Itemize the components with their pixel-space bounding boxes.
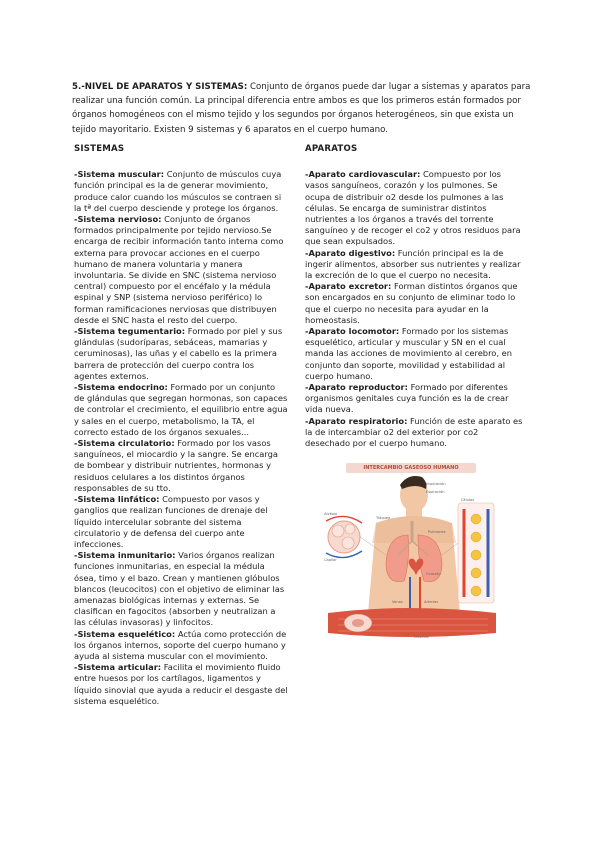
cells-panel	[458, 503, 494, 603]
alveolus-cluster	[326, 516, 362, 557]
figure-label: Capilar	[324, 558, 337, 562]
muscle-band	[328, 608, 496, 637]
sistema-text: Varios órganos realizan funciones inmunitarias, en especial la médula ósea, timo y el bazo. Crean y mantienen glóbulos blancos (leucocitos) con el objetivo de eliminar las amenazas biológicas internas y externas. Se clasifican en fagocitos (absorben y neutralizan a las células invasoras) y linfocitos.	[74, 550, 285, 628]
figure-label: Músculo	[414, 635, 429, 639]
aparato-title: -Aparato reproductor:	[305, 382, 408, 393]
gas-exchange-drawing	[318, 463, 500, 639]
sistema-text: Conjunto de órganos formados principalmente por tejido nervioso.Se encarga de recibir información tanto interna como externa para provocar acciones en el cuerpo humano de manera voluntaria y manera involuntaria. Se divide en SNC (sistema nervioso central) compuesto por el encéfalo y la médula espinal y SNP (sistema nervioso periférico) lo forman ramificaciones nerviosas que distribuyen desde el SNC hasta el resto del cuerpo.	[74, 214, 284, 325]
sistema-text: Formado por un conjunto de glándulas que segregan hormonas, son capaces de controlar el crecimiento, el equilibrio entre agua y sales en el cuerpo, metabolismo, la TA, el correcto estado de los órganos sexuales...	[74, 382, 288, 437]
sistema-title: -Sistema articular:	[74, 662, 162, 673]
figure-title: INTERCAMBIO GASEOSO HUMANO	[346, 463, 476, 473]
figure-label: Alvéolo	[324, 512, 338, 516]
aparato-title: -Aparato digestivo:	[305, 247, 396, 258]
sistema-title: -Sistema inmunitario:	[74, 550, 176, 561]
aparatos-column	[305, 144, 525, 449]
sistema-entry	[74, 382, 288, 438]
sistema-title: -Sistema muscular:	[74, 169, 165, 180]
sistema-title: -Sistema esquelético:	[74, 628, 176, 639]
figure-label: Arterias	[424, 600, 439, 604]
sistema-entry	[74, 326, 288, 382]
figure-label: Espiración	[426, 490, 445, 494]
sistema-text: Conjunto de músculos cuya función principal es la de generar movimiento, produce calor cuando los músculos se contraen si la tª del cuerpo desciende y protege los órganos.	[74, 169, 282, 213]
sistema-text: Compuesto por vasos y ganglios que realizan funciones de drenaje del líquido intercelular sobrante del sistema circulatorio y de defensa del cuerpo ante infecciones.	[74, 494, 268, 549]
human-figure	[368, 476, 460, 613]
aparato-text: Compuesto por los vasos sanguíneos, corazón y los pulmones. Se ocupa de distribuir o2 desde los pulmones a las células. Se encarga de suministrar distintos nutrientes a los órganos a través del torrente sanguíneo y de recoger el co2 y otros residuos para que sean expulsados.	[305, 169, 521, 247]
sistema-entry	[74, 494, 288, 550]
aparato-entry	[305, 169, 525, 247]
aparato-text: Formado por diferentes organismos genitales cuya función es la de crear vida nueva.	[305, 382, 509, 415]
aparato-entry	[305, 416, 525, 450]
aparato-text: Función de este aparato es la de intercambiar o2 del exterior por co2 desechado por el cuerpo humano.	[305, 415, 523, 449]
sistema-entry	[74, 629, 288, 663]
aparato-entry	[305, 382, 525, 416]
aparato-text: Función principal es la de ingerir alimentos, absorber sus nutrientes y realizar la excreción de lo que el cuerpo no necesita.	[305, 247, 521, 281]
sistema-entry	[74, 550, 288, 628]
sistema-title: -Sistema tegumentario:	[74, 326, 186, 337]
sistema-entry	[74, 169, 288, 214]
figure-label: Inspiración	[426, 482, 446, 486]
aparato-entry	[305, 281, 525, 326]
sistemas-heading: SISTEMAS	[74, 144, 125, 154]
sistema-entry	[74, 214, 288, 326]
sistema-entry	[74, 662, 288, 707]
aparato-title: -Aparato cardiovascular:	[305, 169, 421, 180]
sistema-title: -Sistema circulatorio:	[74, 438, 175, 449]
sistema-entry	[74, 438, 288, 494]
sistema-text: Facilita el movimiento fluido entre huesos por los cartílagos, ligamentos y líquido sinovial que ayuda a reducir el desgaste del sistema esquelético.	[74, 662, 288, 706]
figure-label: Células	[461, 498, 475, 502]
sistema-title: -Sistema endocrino:	[74, 382, 168, 393]
figure-label: Tráquea	[376, 516, 391, 520]
sistema-text: Formado por los vasos sanguíneos, el miocardio y la sangre. Se encarga de bombear y distribuir nutrientes, hormonas y residuos celulares a los distintos órganos responsables de su tto.	[74, 438, 278, 493]
aparato-text: Formado por los sistemas esquelético, articular y muscular y SN en el cual manda las acciones de movimiento al cerebro, en conjunto dan soporte, movilidad y estabilidad al cuerpo humano.	[305, 326, 513, 381]
sistema-title: -Sistema linfático:	[74, 494, 160, 505]
sistema-text: Formado por piel y sus glándulas (sudoríparas, sebáceas, mamarias y ceruminosas), las uñas y el cabello es la primera barrera de protección del cuerpo contra los agentes externos.	[74, 326, 283, 381]
aparato-title: -Aparato locomotor:	[305, 326, 400, 337]
intro-paragraph	[72, 80, 532, 138]
figure-label: Pulmones	[428, 530, 446, 534]
intro-title: 5.-NIVEL DE APARATOS Y SISTEMAS:	[72, 81, 248, 92]
gas-exchange-illustration	[318, 463, 500, 639]
figure-label: Venas	[392, 600, 403, 604]
aparato-entry	[305, 248, 525, 282]
aparato-entry	[305, 326, 525, 382]
sistema-title: -Sistema nervioso:	[74, 214, 162, 225]
sistemas-column	[74, 144, 288, 707]
aparatos-heading: APARATOS	[305, 144, 358, 154]
intro-text: Conjunto de órganos puede dar lugar a sistemas y aparatos para realizar una función común. La principal diferencia entre ambos es que los primeros están formados por órganos homogéneos con el mismo tejido y los segundos por órganos heterogéneos, sin que exista un tejido mayoritario. Existen 9 sistemas y 6 aparatos en el cuerpo humano.	[72, 81, 531, 135]
aparato-text: Forman distintos órganos que son encargados en su conjunto de eliminar todo lo que el cuerpo no necesita para ayudar en la homeostasis.	[305, 281, 518, 325]
sistema-text: Actúa como protección de los órganos internos, soporte del cuerpo humano y ayuda al sistema muscular con el movimiento.	[74, 628, 287, 661]
figure-label: Corazón	[426, 572, 441, 576]
aparato-title: -Aparato respiratorio:	[305, 415, 408, 426]
aparato-title: -Aparato excretor:	[305, 281, 392, 292]
